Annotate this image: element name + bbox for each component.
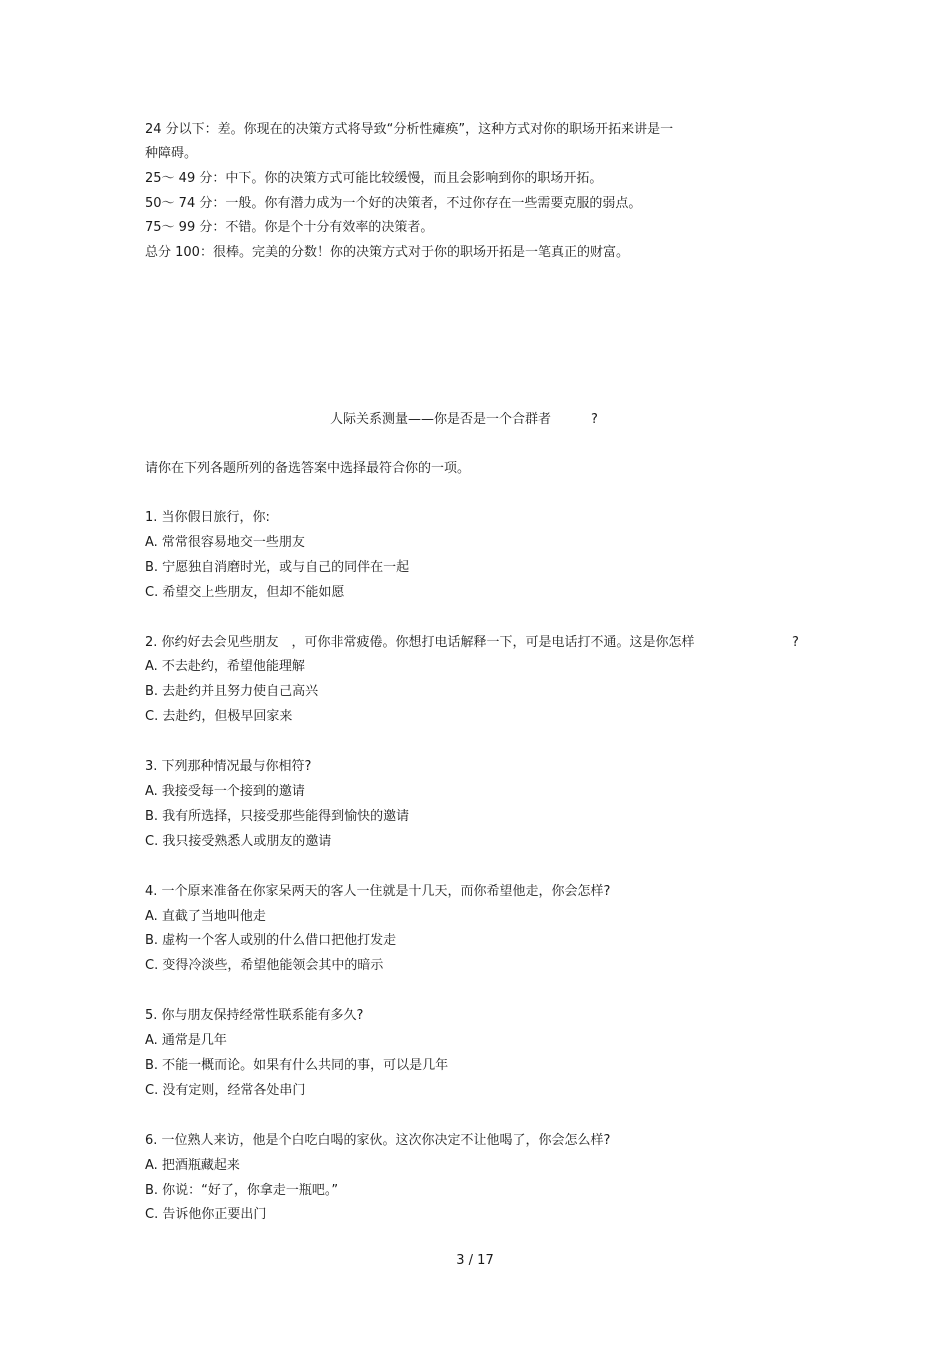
question-6-option-b: B. 你说：“好了，你拿走一瓶吧。” — [145, 1183, 339, 1198]
question-2-tail: ? — [792, 635, 799, 650]
section-title — [330, 411, 598, 429]
question-4-option-b: B. 虚构一个客人或别的什么借口把他打发走 — [145, 933, 397, 948]
page-number: 3 / 17 — [456, 1253, 494, 1268]
question-3-option-c: C. 我只接受熟悉人或朋友的邀请 — [145, 834, 332, 849]
question-3-option-a: A. 我接受每一个接到的邀请 — [145, 784, 305, 799]
scoring-line-4: 50～ 74 分：一般。你有潜力成为一个好的决策者，不过你存在一些需要克服的弱点。 — [145, 196, 642, 211]
question-1-option-a: A. 常常很容易地交一些朋友 — [145, 535, 305, 550]
question-6-option-a: A. 把酒瓶藏起来 — [145, 1158, 240, 1173]
question-1: 1. 当你假日旅行，你: — [145, 510, 270, 525]
scoring-line-5: 75～ 99 分：不错。你是个十分有效率的决策者。 — [145, 220, 434, 235]
question-5-option-c: C. 没有定则，经常各处串门 — [145, 1083, 306, 1098]
question-5-option-b: B. 不能一概而论。如果有什么共同的事，可以是几年 — [145, 1058, 449, 1073]
section-title-mark: ? — [591, 412, 598, 427]
question-3-option-b: B. 我有所选择，只接受那些能得到愉快的邀请 — [145, 809, 410, 824]
section-title-text: 人际关系测量——你是否是一个合群者 — [330, 412, 552, 427]
question-3: 3. 下列那种情况最与你相符? — [145, 759, 312, 774]
question-2-option-b: B. 去赴约并且努力使自己高兴 — [145, 684, 319, 699]
scoring-line-1: 24 分以下：差。你现在的决策方式将导致“分析性瘫痪”，这种方式对你的职场开拓来讲是一 — [145, 122, 674, 137]
question-6: 6. 一位熟人来访，他是个白吃白喝的家伙。这次你决定不让他喝了，你会怎么样? — [145, 1133, 611, 1148]
instruction: 请你在下列各题所列的备选答案中选择最符合你的一项。 — [145, 461, 471, 476]
question-4-option-c: C. 变得冷淡些，希望他能领会其中的暗示 — [145, 958, 384, 973]
question-2-option-c: C. 去赴约，但极早回家来 — [145, 709, 293, 724]
question-1-option-b: B. 宁愿独自消磨时光，或与自己的同伴在一起 — [145, 560, 410, 575]
question-2: 2. 你约好去会见些朋友 ，可你非常疲倦。你想打电话解释一下，可是电话打不通。这是你怎样 — [145, 635, 695, 650]
question-5-option-a: A. 通常是几年 — [145, 1033, 227, 1048]
scoring-line-3: 25～ 49 分：中下。你的决策方式可能比较缓慢，而且会影响到你的职场开拓。 — [145, 171, 603, 186]
question-4: 4. 一个原来准备在你家呆两天的客人一住就是十几天，而你希望他走，你会怎样? — [145, 884, 611, 899]
question-1-option-c: C. 希望交上些朋友，但却不能如愿 — [145, 585, 345, 600]
scoring-line-6: 总分 100：很棒。完美的分数！你的决策方式对于你的职场开拓是一笔真正的财富。 — [145, 245, 629, 260]
scoring-line-2: 种障碍。 — [145, 146, 198, 161]
question-4-option-a: A. 直截了当地叫他走 — [145, 909, 266, 924]
question-6-option-c: C. 告诉他你正要出门 — [145, 1207, 267, 1222]
question-2-option-a: A. 不去赴约，希望他能理解 — [145, 659, 305, 674]
question-5: 5. 你与朋友保持经常性联系能有多久? — [145, 1008, 364, 1023]
